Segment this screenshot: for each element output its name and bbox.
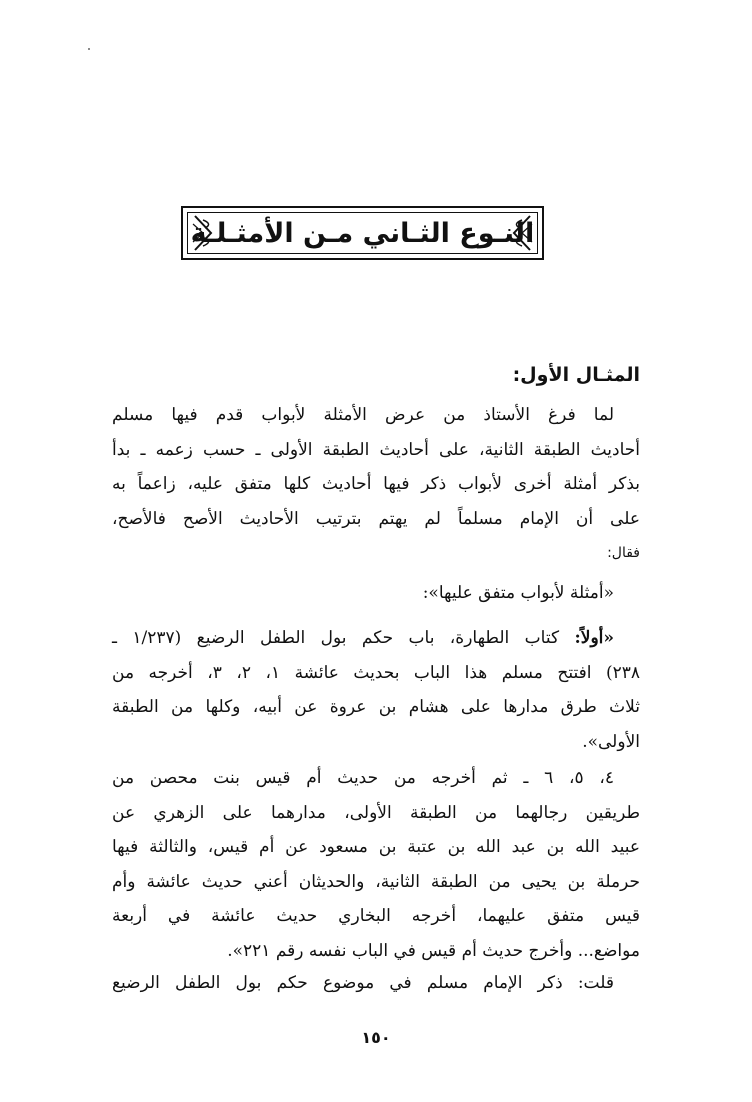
paragraph-quote-heading [112,576,640,611]
scan-speck [88,48,90,50]
paragraph-line: طريقين رجالهما من الطبقة الأولى، مدارهما على الزهري عن [112,802,640,823]
paragraph-line: «أمثلة لأبواب متفق عليها»: [422,583,614,603]
page-number: ١٥٠ [361,1028,391,1047]
paragraph-line: الأولى». [582,731,640,752]
paragraph-line: حرملة بن يحيى من الطبقة الثانية، والحديثان أعني حديث عائشة وأم [112,871,640,892]
paragraph-second-item [112,761,640,968]
paragraph-intro [112,398,640,571]
paragraph-line: على أن الإمام مسلماً لم يهتم بترتيب الأحاديث الأصح فالأصح، [112,508,640,529]
paragraph-line: فقال: [607,545,640,561]
paragraph-line: مواضع... وأخرج حديث أم قيس في الباب نفسه رقم ٢٢١». [227,940,640,961]
paragraph-first-item [112,621,640,759]
item-lead: «أولاً: [574,628,614,648]
paragraph-comment [112,966,640,1001]
paragraph-line: عبيد الله بن عبد الله بن عتبة بن مسعود عن أم قيس، والثالثة فيها [112,837,640,857]
paragraph-line: ٤، ٥، ٦ ـ ثم أخرجه من حديث أم قيس بنت محصن من [112,768,615,788]
paragraph-line [112,621,640,656]
paragraph-line: ٢٣٨) افتتح مسلم هذا الباب بحديث عائشة ١، ٢، ٣، أخرجه من [112,662,640,683]
paragraph-line: لما فرغ الأستاذ من عرض الأمثلة لأبواب قدم فيها مسلم [112,405,614,425]
section-title-frame [181,206,544,260]
paragraph-line: ثلاث طرق مدارها على هشام بن عروة عن أبيه، وكلها من الطبقة [112,697,640,717]
paragraph-line: أحاديث الطبقة الثانية، على أحاديث الطبقة الأولى ـ حسب زعمه ـ بدأ [112,439,640,460]
item-text: كتاب الطهارة، باب حكم بول الطفل الرضيع (١/٢٣٧ ـ [112,628,575,648]
example-heading: المثـال الأول: [512,364,640,386]
paragraph-line: قلت: ذكر الإمام مسلم في موضوع حكم بول الطفل الرضيع [112,973,614,993]
paragraph-line: قيس متفق عليهما، أخرجه البخاري حديث عائشة في أربعة [112,906,640,926]
section-title: النـوع الثـاني مـن الأمثـلـة [190,217,535,249]
paragraph-line: بذكر أمثلة أخرى لأبواب ذكر فيها أحاديث كلها متفق عليه، زاعماً به [112,474,640,494]
frame-ornament-left-icon [191,214,217,252]
